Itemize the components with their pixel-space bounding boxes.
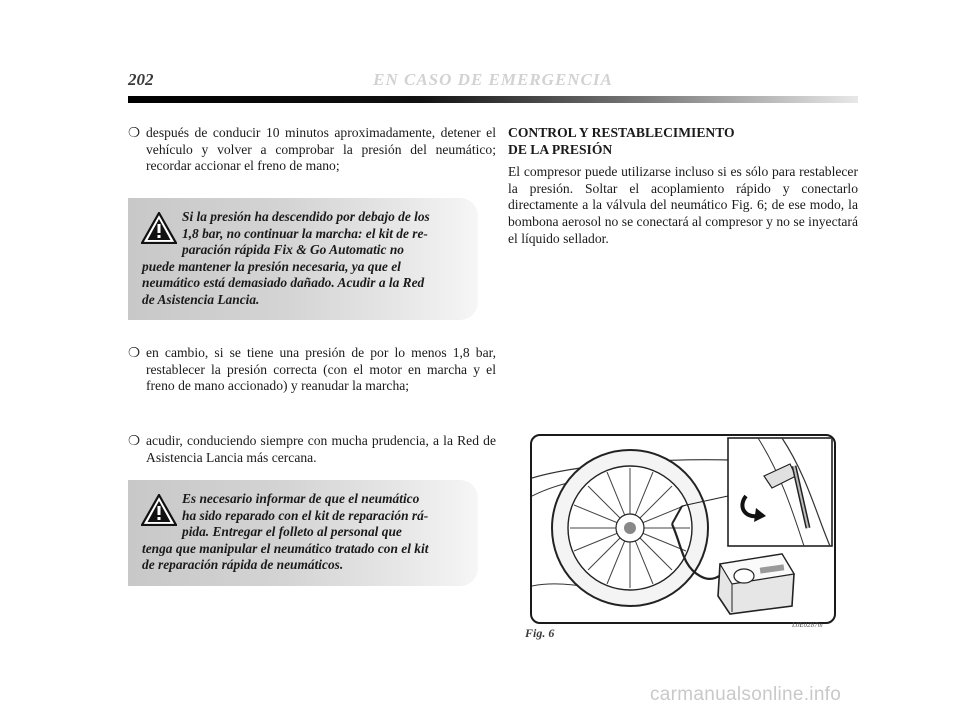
- warning-box-inform-staff: [128, 480, 478, 586]
- wheel-icon: [552, 450, 708, 606]
- compressor-icon: [718, 554, 794, 614]
- warning-line: puede mantener la presión necesaria, ya que el: [142, 258, 401, 274]
- figure-code: L0E0287m: [792, 621, 823, 629]
- header-rule: [128, 96, 858, 103]
- section-paragraph: El compresor puede utilizarse incluso si es sólo para restablecer la presión. Soltar el acoplamiento rápido y conectarlo directamente a la válvula del neumático Fig. 6; de ese modo, la bombona aerosol no se conectará al compresor y no se inyectará el líquido sellador.: [508, 164, 858, 246]
- figure-tire-compressor: [530, 434, 836, 624]
- section-heading: [508, 125, 858, 158]
- section-heading-line: DE LA PRESIÓN: [508, 141, 613, 157]
- warning-line: tenga que manipular el neumático tratado con el kit: [142, 540, 429, 556]
- warning-line: Si la presión ha descendido por debajo de los: [182, 209, 430, 224]
- tire-compressor-illustration: [532, 436, 834, 622]
- bullet-circle-icon: ❍: [128, 433, 141, 448]
- warning-line: 1,8 bar, no continuar la marcha: el kit de re-: [182, 225, 428, 241]
- figure-label: Fig. 6: [525, 626, 555, 640]
- warning-line: pida. Entregar el folleto al personal que: [182, 524, 402, 540]
- warning-line: paración rápida Fix & Go Automatic no: [182, 242, 404, 258]
- bullet-item-restore-pressure: [128, 345, 496, 395]
- warning-line: Es necesario informar de que el neumático: [182, 491, 420, 506]
- bullet-circle-icon: ❍: [128, 125, 141, 140]
- page-header: [128, 70, 858, 94]
- bullet-circle-icon: ❍: [128, 345, 141, 360]
- warning-box-low-pressure: [128, 198, 478, 320]
- chapter-title: EN CASO DE EMERGENCIA: [373, 70, 613, 89]
- bullet-text: después de conducir 10 minutos aproximadamente, detener el vehículo y volver a comprobar la presión del neumático; recordar accionar el freno de mano;: [146, 125, 496, 174]
- bullet-text: acudir, conduciendo siempre con mucha prudencia, a la Red de Asistencia Lancia más cercana.: [146, 433, 496, 465]
- bullet-item-go-to-service: [128, 433, 496, 466]
- warning-line: de Asistencia Lancia.: [142, 291, 260, 307]
- right-column: [508, 125, 858, 247]
- bullet-text: en cambio, si se tiene una presión de por lo menos 1,8 bar, restablecer la presión correcta (con el motor en marcha y el freno de mano accionado) y reanudar la marcha;: [146, 345, 496, 394]
- warning-text: [142, 209, 464, 309]
- page-number: 202: [128, 70, 154, 89]
- warning-line: neumático está demasiado dañado. Acudir a la Red: [142, 275, 425, 291]
- warning-text: [142, 491, 464, 574]
- watermark: carmanualsonline.info: [650, 684, 842, 705]
- bullet-item-check-again: [128, 125, 496, 175]
- section-heading-line: CONTROL Y RESTABLECIMIENTO: [508, 125, 735, 140]
- warning-line: ha sido reparado con el kit de reparación rá-: [182, 507, 429, 523]
- warning-line: de reparación rápida de neumáticos.: [142, 557, 344, 573]
